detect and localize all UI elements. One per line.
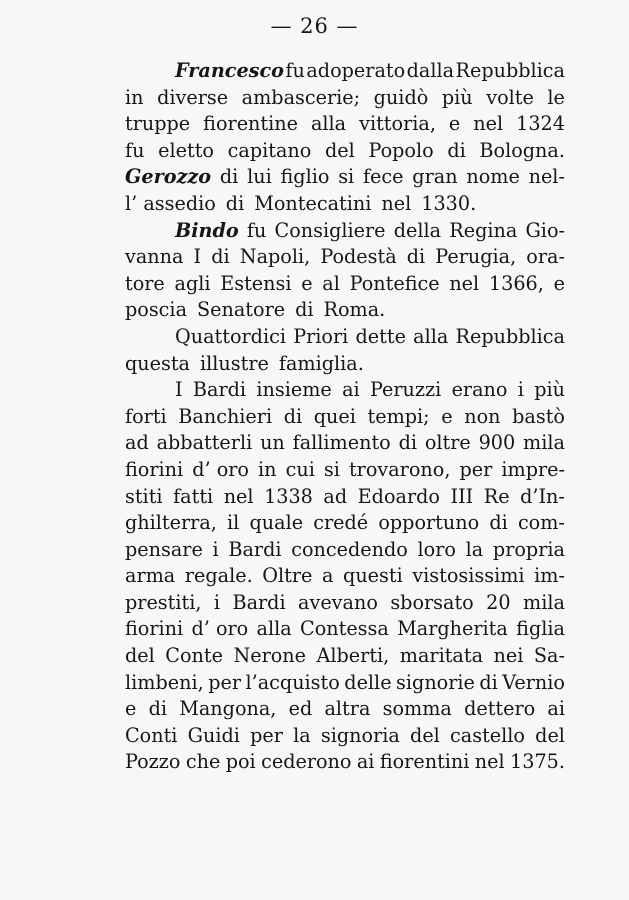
word: loro [417, 537, 456, 561]
word: e [301, 271, 313, 295]
text-line [125, 670, 565, 697]
text-line [125, 696, 565, 723]
word: lui [247, 165, 272, 189]
word: fece [362, 165, 404, 189]
word: Bardi [232, 590, 286, 614]
text-line [125, 749, 565, 776]
word: fu [125, 138, 145, 162]
word: stiti [125, 484, 163, 508]
word: la [293, 723, 311, 747]
word: non [464, 404, 501, 428]
person-name-bindo: Bindo [175, 218, 239, 242]
word: Mangona, [179, 697, 277, 721]
word: volte [486, 85, 534, 109]
word: nel [473, 112, 504, 136]
word: Banchieri [178, 404, 273, 428]
word: Conte [165, 644, 223, 668]
word: Napoli, [239, 245, 311, 269]
word: della [393, 218, 442, 242]
word: e [441, 404, 453, 428]
word: figlio [280, 165, 330, 189]
word: famiglia. [278, 351, 364, 375]
word: Quattordici [175, 324, 286, 348]
word: le [547, 85, 565, 109]
word: del [324, 138, 355, 162]
word: nome [466, 165, 520, 189]
word: questa [125, 351, 190, 375]
word: tempi; [367, 404, 430, 428]
word: adoperato [306, 59, 406, 82]
word: di [148, 697, 167, 721]
person-name-francesco: Francesco [175, 59, 284, 82]
word: a [321, 564, 334, 588]
word: Nerone [233, 644, 307, 668]
word: agli [174, 271, 211, 295]
text-line [125, 138, 565, 165]
word: alla [256, 617, 292, 641]
text-line [125, 244, 565, 271]
word: somma [382, 697, 452, 721]
word: ambascerie; [241, 85, 361, 109]
word: Margherita [397, 617, 508, 641]
word: Podestà [320, 245, 397, 269]
word: mila [523, 590, 565, 614]
word: im- [534, 564, 565, 588]
word: dettero [464, 697, 536, 721]
text-line [125, 164, 565, 191]
text-line [125, 324, 565, 351]
word: I [175, 378, 183, 402]
word: Estensi [220, 271, 292, 295]
word: dalla [406, 59, 455, 82]
word: fiorentini [379, 750, 470, 774]
text-line [125, 297, 565, 324]
word: Edoardo [357, 484, 440, 508]
word: di [479, 670, 498, 694]
word: Priori [293, 324, 349, 348]
word: avevano [298, 590, 378, 614]
word: cui [285, 457, 315, 481]
word: castello [450, 723, 525, 747]
body-text [125, 58, 565, 776]
text-line [125, 563, 565, 590]
word: eletto [158, 138, 214, 162]
word: i [212, 537, 219, 561]
word: il [227, 511, 240, 535]
word: per [250, 723, 283, 747]
text-line [125, 457, 565, 484]
word: nel [449, 271, 480, 295]
word: un [260, 431, 285, 455]
word: del [125, 644, 155, 668]
word: I [193, 245, 202, 269]
text-line [125, 723, 565, 750]
text-line [125, 404, 565, 431]
word: di [406, 245, 426, 269]
word: d’ oro [191, 617, 249, 641]
word: che [185, 750, 221, 774]
word: per [459, 457, 493, 481]
word: Roma. [323, 298, 386, 322]
word: quale [249, 511, 304, 535]
word: insieme [256, 378, 332, 402]
word: di [219, 165, 239, 189]
word: ad [323, 484, 348, 508]
text-line [125, 590, 565, 617]
word: Vernio [502, 670, 565, 694]
word: d’In- [520, 484, 565, 508]
word: l’acquisto [245, 670, 340, 694]
word: Bardi [192, 378, 247, 402]
word: i [517, 378, 524, 402]
word: e [448, 112, 461, 136]
word: capitano [227, 138, 312, 162]
word: d’ oro [192, 457, 249, 481]
word: di [447, 138, 466, 162]
word: Alberti, [316, 644, 390, 668]
text-line [125, 484, 565, 511]
word: di [225, 191, 245, 215]
word: di [398, 431, 417, 455]
word: credé [313, 511, 369, 535]
word: più [534, 378, 565, 402]
word: per [208, 670, 241, 694]
word: concedendo [291, 537, 408, 561]
word: Perugia, [435, 245, 517, 269]
word: 1324 [516, 112, 565, 136]
text-line [125, 191, 565, 218]
word: e [553, 271, 565, 295]
word: 1338 [264, 484, 313, 508]
word: alla [310, 112, 347, 136]
word: figlia [516, 617, 565, 641]
word: dette [355, 324, 406, 348]
word: del [410, 723, 440, 747]
word: di [295, 298, 314, 322]
word: regale. [184, 564, 253, 588]
word: nel [223, 484, 254, 508]
text-line [125, 218, 565, 245]
word: cederono [261, 750, 352, 774]
word: ghilterra, [125, 511, 217, 535]
word: poi [225, 750, 256, 774]
word: Pozzo [125, 750, 181, 774]
word: Guidi [187, 723, 240, 747]
word: l’ assedio [125, 191, 216, 215]
word: fallimento [292, 431, 391, 455]
word: oltre [424, 431, 471, 455]
word: ai [342, 378, 360, 402]
word: erano [451, 378, 508, 402]
person-name-gerozzo: Gerozzo [125, 165, 212, 189]
word: e [125, 697, 137, 721]
word: Pontefice [349, 271, 440, 295]
word: fiorini [125, 457, 184, 481]
word: signorie [396, 670, 475, 694]
word: di [489, 511, 508, 535]
word: arma [125, 564, 176, 588]
word: 20 [486, 590, 511, 614]
word: al [322, 271, 340, 295]
word: signoria [320, 723, 400, 747]
word: fu [285, 59, 305, 82]
word: la [465, 537, 484, 561]
word: si [338, 165, 355, 189]
word: sborsato [390, 590, 474, 614]
word: fiorentine [203, 112, 298, 136]
word: maritata [399, 644, 484, 668]
word: abbatterli [156, 431, 253, 455]
word: Oltre [262, 564, 313, 588]
word: questi [343, 564, 403, 588]
word: Regina [449, 218, 518, 242]
word: Montecatini [254, 191, 372, 215]
word: Conti [125, 723, 178, 747]
word: nel [474, 750, 505, 774]
word: Bardi [228, 537, 282, 561]
word: i [213, 590, 221, 614]
word: gran [412, 165, 458, 189]
word: delle [344, 670, 392, 694]
word: di [211, 245, 230, 269]
word: altra [324, 697, 371, 721]
word: Repubblica [455, 324, 565, 348]
text-line [125, 643, 565, 670]
word: Re [483, 484, 510, 508]
word: propria [492, 537, 565, 561]
word: di [283, 404, 303, 428]
page-number: — 26 — [270, 14, 359, 38]
word: nel- [528, 165, 565, 189]
text-line [125, 111, 565, 138]
word: truppe [125, 112, 191, 136]
word: ad [125, 431, 149, 455]
word: fiorini [125, 617, 184, 641]
word: nei [493, 644, 524, 668]
word: quei [313, 404, 356, 428]
word: in [125, 85, 144, 109]
word: guidò [373, 85, 429, 109]
text-line [125, 377, 565, 404]
word: Contessa [300, 617, 389, 641]
word: vittoria, [359, 112, 436, 136]
word: Consigliere [274, 218, 386, 242]
word: mila [523, 431, 565, 455]
word: com- [517, 511, 565, 535]
word: 900 [478, 431, 516, 455]
word: III [450, 484, 474, 508]
word: del [535, 723, 565, 747]
word: ai [356, 750, 375, 774]
word: Senatore [197, 298, 286, 322]
word: vistosissimi [412, 564, 525, 588]
word: poscia [125, 298, 188, 322]
word: Bologna. [479, 138, 565, 162]
word: alla [413, 324, 449, 348]
word: ai [547, 697, 565, 721]
word: Sa- [533, 644, 565, 668]
text-line [125, 351, 565, 378]
word: impre- [501, 457, 565, 481]
word: pensare [125, 537, 203, 561]
word: forti [125, 404, 167, 428]
text-line [125, 430, 565, 457]
word: si [323, 457, 340, 481]
word: più [441, 85, 473, 109]
word: fatti [173, 484, 214, 508]
word: 1375. [510, 750, 565, 774]
word: Peruzzi [369, 378, 442, 402]
word: 1330. [421, 191, 477, 215]
word: tore [125, 271, 165, 295]
word: 1366, [488, 271, 544, 295]
word: limbeni, [125, 670, 204, 694]
text-line [125, 271, 565, 298]
word: diverse [157, 85, 229, 109]
text-line [125, 510, 565, 537]
word: fu [246, 218, 267, 242]
word: trovarono, [348, 457, 451, 481]
word: opportuno [378, 511, 480, 535]
word: Repubblica [455, 59, 565, 82]
word: prestiti, [125, 590, 202, 614]
word: vanna [125, 245, 184, 269]
word: Popolo [368, 138, 434, 162]
word: ora- [526, 245, 565, 269]
word: nel [381, 191, 412, 215]
text-line [125, 85, 565, 112]
text-line [125, 537, 565, 564]
word: ed [288, 697, 313, 721]
word: Gio- [525, 218, 565, 242]
word: illustre [200, 351, 269, 375]
word: in [258, 457, 277, 481]
text-line [125, 58, 565, 85]
word: bastò [512, 404, 565, 428]
text-line [125, 616, 565, 643]
